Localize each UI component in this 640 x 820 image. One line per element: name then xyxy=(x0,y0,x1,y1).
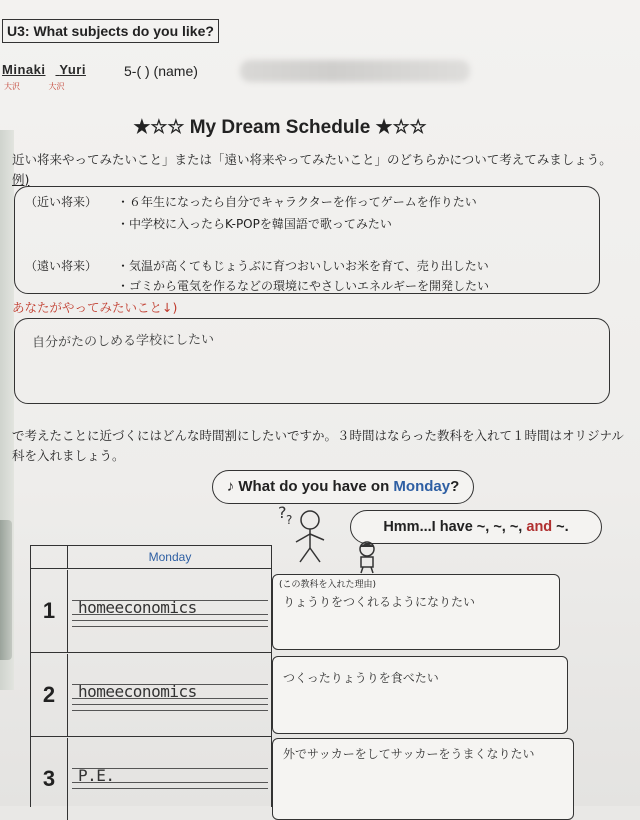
answer-and: and xyxy=(526,519,553,535)
reason-text-2: つくったりょうりを食べたい xyxy=(283,671,439,685)
near-item-2: ・中学校に入ったらK-POPを韓国語で歌ってみたい xyxy=(117,217,392,231)
schedule-question xyxy=(12,426,624,466)
period-subject: homeeconomics xyxy=(78,682,197,701)
reason-tag: (この教科を入れた理由) xyxy=(279,580,377,590)
period-row-3 xyxy=(31,738,271,820)
thinking-child-illustration xyxy=(276,502,336,564)
reason-box-1 xyxy=(272,574,560,650)
page-title: ★☆☆ My Dream Schedule ★☆☆ xyxy=(133,117,427,138)
period-number: 1 xyxy=(42,598,56,623)
schedule-table xyxy=(30,545,272,807)
reason-box-3 xyxy=(272,738,574,820)
question-suffix: ? xyxy=(450,478,460,495)
schedule-header xyxy=(31,546,271,569)
period-cell xyxy=(67,570,272,652)
given-names xyxy=(2,62,96,77)
answer-prefix: Hmm...I have ~, ~, ~, xyxy=(383,519,527,535)
question-line-2: 科を入れましょう。 xyxy=(12,448,125,463)
far-label: （遠い将来） xyxy=(25,259,98,273)
near-label: （近い将来） xyxy=(25,195,98,209)
question-day: Monday xyxy=(393,478,451,495)
reason-box-2 xyxy=(272,656,568,734)
your-idea-label: あなたがやってみたいこと↓) xyxy=(12,300,178,315)
schedule-day: Monday xyxy=(67,546,272,568)
period-subject: homeeconomics xyxy=(78,598,197,617)
period-cell xyxy=(67,738,272,820)
period-number: 3 xyxy=(42,766,56,791)
far-item-1: ・気温が高くてもじょうぶに育つおいしいお米を育て、売り出したい xyxy=(117,259,489,273)
reason-text-1: りょうりをつくれるようになりたい xyxy=(283,595,476,609)
question-prefix: ♪ What do you have on xyxy=(226,478,394,495)
question-bubble xyxy=(212,470,474,504)
unit-title: U3: What subjects do you like? xyxy=(2,19,219,43)
example-label: 例) xyxy=(12,172,30,187)
answer-suffix: ~. xyxy=(552,519,569,535)
question-line-1: で考えたことに近づくにはどんな時間割にしたいですか。３時間はならった教科を入れて１時間はオリジナル xyxy=(12,428,624,443)
example-box xyxy=(14,186,600,294)
period-subject: P.E. xyxy=(78,766,115,785)
child-illustration xyxy=(352,540,382,574)
handwritten-answer: 自分がたのしめる学校にしたい xyxy=(31,332,215,351)
binder-clip xyxy=(0,520,12,660)
given-names-red xyxy=(4,81,91,92)
svg-text:?: ? xyxy=(278,503,287,522)
period-cell xyxy=(67,654,272,736)
period-number: 2 xyxy=(42,682,56,707)
reason-text-3: 外でサッカーをしてサッカーをうまくなりたい xyxy=(283,747,535,761)
near-item-1: ・６年生になったら自分でキャラクターを作ってゲームを作りたい xyxy=(117,195,477,209)
class-name-label: 5-( ) (name) xyxy=(124,63,198,79)
answer-bubble xyxy=(350,510,602,544)
given-name-2: Yuri xyxy=(59,62,86,77)
given-name-red-2: 大沢 xyxy=(48,82,65,91)
period-row-2 xyxy=(31,654,271,737)
intro-text: 近い将来やってみたいこと」または「遠い将来やってみたいこと」のどちらかについて考えてみましょう。 xyxy=(12,152,612,167)
period-row-1 xyxy=(31,570,271,653)
given-name-red-1: 大沢 xyxy=(4,82,20,91)
far-item-2: ・ゴミから電気を作るなどの環境にやさしいエネルギーを開発したい xyxy=(117,279,490,293)
svg-text:?: ? xyxy=(286,513,293,527)
redacted-name xyxy=(240,60,470,82)
given-name-1: Minaki xyxy=(2,62,46,77)
